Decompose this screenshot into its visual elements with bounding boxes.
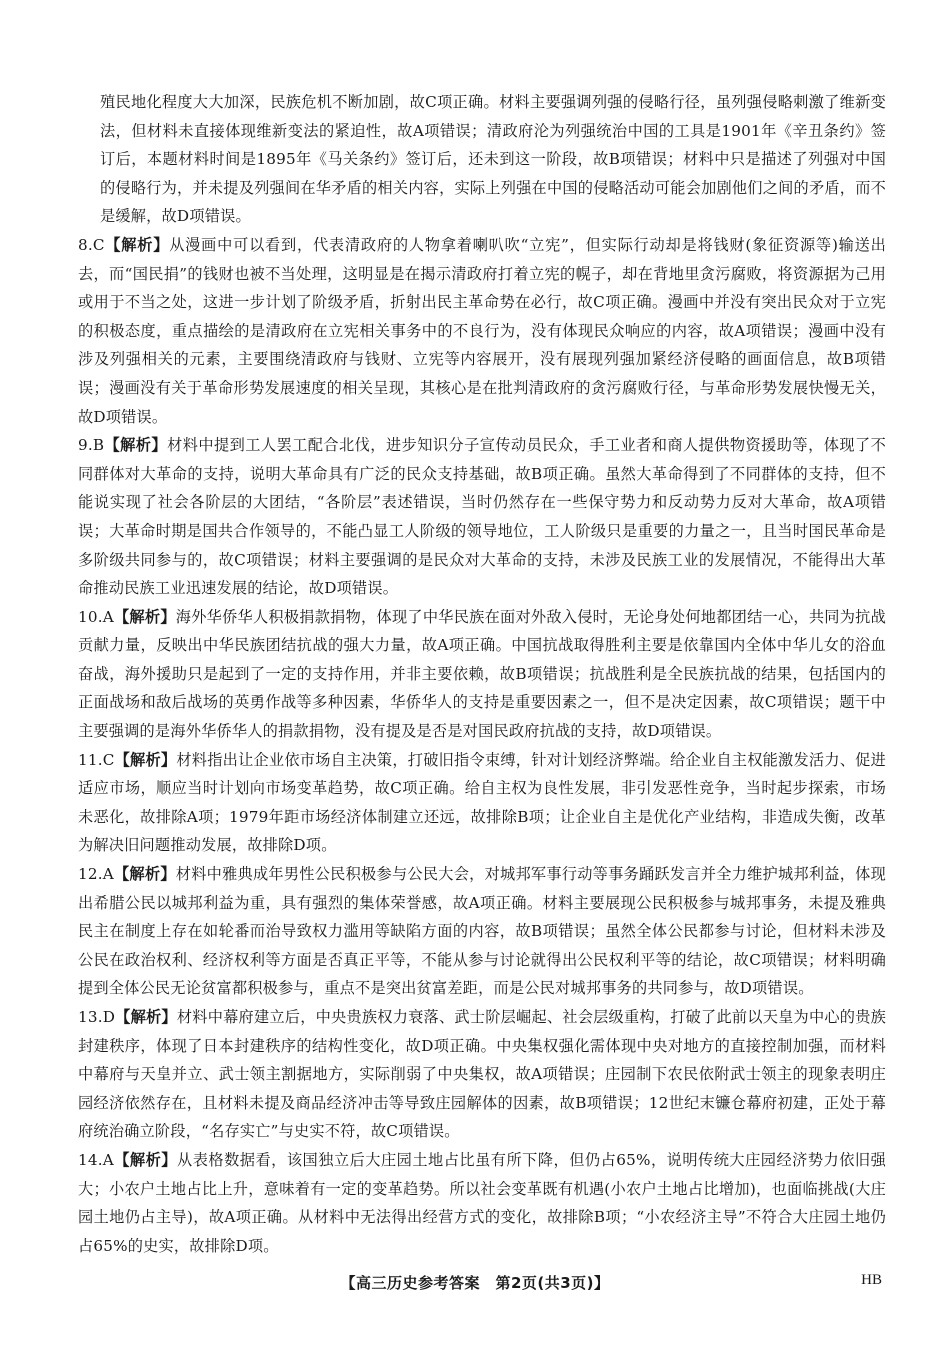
item-number: 14.: [78, 1150, 103, 1169]
item-explanation: 海外华侨华人积极捐款捐物，体现了中华民族在面对外敌入侵时，无论身处何地都团结一心，共同为抗战贡献力量，反映出中华民族团结抗战的强大力量，故A项正确。中国抗战取得胜利主要是依靠国内全体中华儿女的浴血奋战，海外援助只是起到了一定的支持作用，并非主要依赖，故B项错误；抗战胜利是全民族抗战的结果，包括国内的正面战场和敌后战场的英勇作战等多种因素，华侨华人的支持是重要因素之一，但不是决定因素，故C项错误；题干中主要强调的是海外华侨华人的捐款捐物，没有提及是否是对国民政府抗战的支持，故D项错误。: [78, 607, 886, 741]
item-answer: C: [92, 235, 105, 254]
item-number: 12.: [78, 865, 103, 884]
item-explanation: 材料指出让企业依市场自主决策，打破旧指令束缚，针对计划经济弊端。给企业自主权能激发活力、促进适应市场，顺应当时计划向市场变革趋势，故C项正确。给自主权为良性发展，非引发恶性竞争，当时起步探索，市场未恶化，故排除A项；1979年距市场经济体制建立还远，故排除B项；让企业自主是优化产业结构，非造成失衡，改革为解决旧问题推动发展，故排除D项。: [78, 750, 886, 855]
item-answer: A: [102, 865, 114, 884]
item-explanation: 材料中雅典成年男性公民积极参与公民大会，对城邦军事行动等事务踊跃发言并全力维护城邦利益，体现出希腊公民以城邦利益为重，具有强烈的集体荣誉感，故A项正确。材料主要展现公民积极参与城邦事务，未提及雅典民主在制度上存在如轮番而治导致权力滥用等缺陷方面的内容，故B项错误；虽然全体公民都参与讨论，但材料未涉及公民在政治权利、经济权利等方面是否真正平等，不能从参与讨论就得出公民权利平等的结论，故C项错误；材料明确提到全体公民无论贫富都积极参与，重点不是突出贫富差距，而是公民对城邦事务的共同参与，故D项错误。: [78, 865, 886, 998]
item-explanation: 材料中提到工人罢工配合北伐，进步知识分子宣传动员民众，手工业者和商人提供物资援助等，体现了不同群体对大革命的支持，说明大革命具有广泛的民众支持基础，故B项正确。虽然大革命得到了不同群体的支持，但不能说实现了社会各阶层的大团结，“各阶层”表述错误，当时仍然存在一些保守势力和反动势力反对大革命，故A项错误；大革命时期是国共合作领导的，不能凸显工人阶级的领导地位，工人阶级只是重要的力量之一，且当时国民革命是多阶级共同参与的，故C项错误；材料主要强调的是民众对大革命的支持，未涉及民族工业的发展情况，不能得出大革命推动民族工业迅速发展的结论，故D项错误。: [78, 436, 886, 598]
answer-item-14: [78, 1146, 886, 1260]
footer-page-label: 【高三历史参考答案 第2页(共3页)】: [340, 1274, 610, 1292]
analysis-tag: 【解析】: [114, 750, 177, 769]
item-explanation: 材料中幕府建立后，中央贵族权力衰落、武士阶层崛起、社会层级重构，打破了此前以天皇为中心的贵族封建秩序，体现了日本封建秩序的结构性变化，故D项正确。中央集权强化需体现中央对地方的直接控制加强，而材料中幕府与天皇并立、武士领主割据地方，实际削弱了中央集权，故A项错误；庄园制下农民依附武士领主的现象表明庄园经济依然存在，且材料未提及商品经济冲击等导致庄园解体的因素，故B项错误；12世纪末镰仓幕府初建，正处于幕府统治确立阶段，“名存实亡”与史实不符，故C项错误。: [78, 1008, 886, 1141]
continuation-paragraph: 殖民地化程度大大加深，民族危机不断加剧，故C项正确。材料主要强调列强的侵略行径，虽列强侵略刺激了维新变法，但材料未直接体现维新变法的紧迫性，故A项错误；清政府沦为列强统治中国的工具是1901年《辛丑条约》签订后，本题材料时间是1895年《马关条约》签订后，还未到这一阶段，故B项错误；材料中只是描述了列强对中国的侵略行为，并未提及列强间在华矛盾的相关内容，实际上列强在中国的侵略活动可能会加剧他们之间的矛盾，而不是缓解，故D项错误。: [100, 93, 886, 226]
answer-item-8: [78, 231, 886, 431]
page-footer: [0, 1272, 950, 1296]
item-number: 9.: [78, 436, 93, 455]
item-number: 13.: [78, 1008, 103, 1026]
analysis-tag: 【解析】: [113, 865, 176, 884]
answer-item-10: [78, 603, 886, 746]
analysis-tag: 【解析】: [104, 436, 168, 455]
item-explanation: 从漫画中可以看到，代表清政府的人物拿着喇叭吹“立宪”，但实际行动却是将钱财(象征资源等)输送出去，而“国民捐”的钱财也被不当处理，这明显是在揭示清政府打着立宪的幌子，却在背地里贪污腐败，将资源据为己用或用于不当之处，这进一步计划了阶级矛盾，折射出民主革命势在必行，故C项正确。漫画中并没有突出民众对于立宪的积极态度，重点描绘的是清政府在立宪相关事务中的不良行为，没有体现民众响应的内容，故A项错误；漫画中没有涉及列强相关的元素，主要围绕清政府与钱财、立宪等内容展开，没有展现列强加紧经济侵略的画面信息，故B项错误；漫画没有关于革命形势发展速度的相关呈现，其核心是在批判清政府的贪污腐败行径，与革命形势发展快慢无关，故D项错误。: [78, 235, 886, 426]
answer-item-13: [78, 1003, 886, 1146]
answer-item-11: [78, 746, 886, 860]
answer-content: [78, 88, 886, 1260]
item-answer: C: [102, 750, 115, 769]
item-answer: D: [102, 1008, 116, 1026]
analysis-tag: 【解析】: [104, 235, 170, 254]
answer-item-9: [78, 431, 886, 603]
footer-code: HB: [861, 1272, 882, 1288]
item-number: 10.: [78, 607, 103, 626]
item-number: 8.: [78, 235, 93, 254]
item-answer: B: [92, 436, 105, 455]
analysis-tag: 【解析】: [113, 607, 176, 626]
item-number: 11.: [78, 750, 103, 769]
item-explanation: 从表格数据看，该国独立后大庄园土地占比虽有所下降，但仍占65%，说明传统大庄园经济势力依旧强大；小农户土地占比上升，意味着有一定的变革趋势。所以社会变革既有机遇(小农户土地占比增加)，也面临挑战(大庄园土地仍占主导)，故A项正确。从材料中无法得出经营方式的变化，故排除B项；“小农经济主导”不符合大庄园土地仍占65%的史实，故排除D项。: [78, 1150, 886, 1255]
item-answer: A: [102, 1150, 114, 1169]
answer-item-12: [78, 860, 886, 1003]
analysis-tag: 【解析】: [113, 1150, 177, 1169]
item-answer: A: [102, 607, 114, 626]
analysis-tag: 【解析】: [115, 1008, 177, 1026]
